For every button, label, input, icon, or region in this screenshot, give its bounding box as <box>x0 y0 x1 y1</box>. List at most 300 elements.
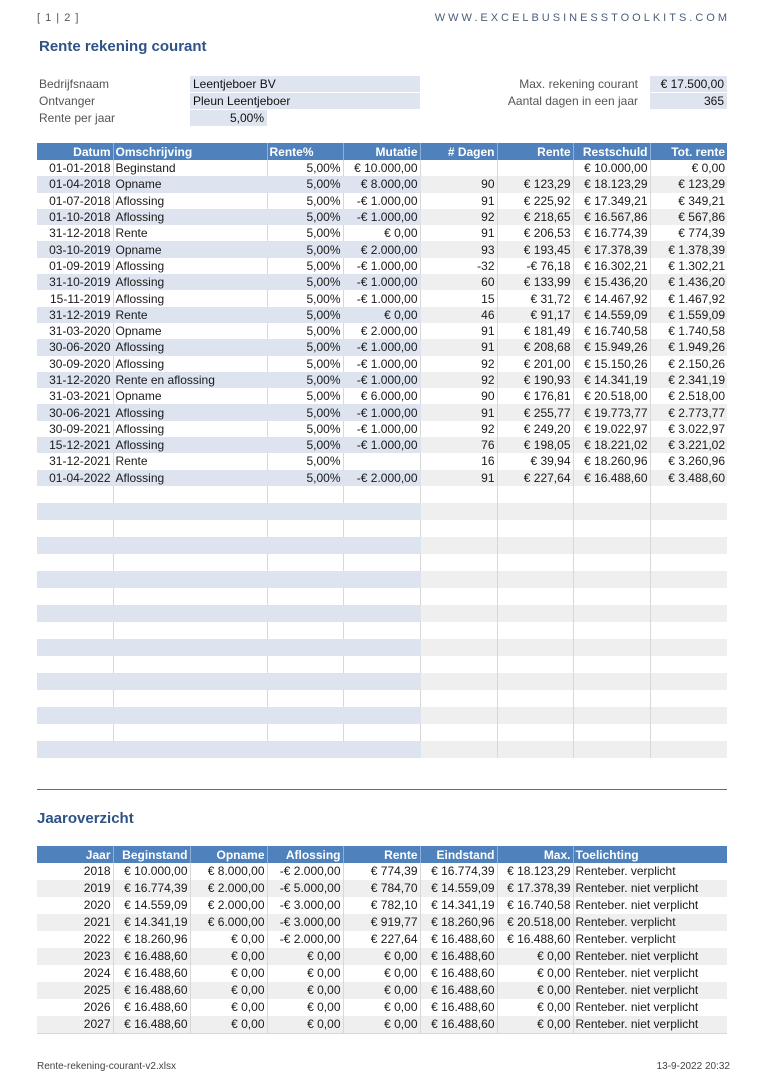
empty-cell-omschrijving[interactable] <box>113 588 267 605</box>
empty-cell-rente-pct[interactable] <box>267 605 343 622</box>
year-cell-opname: € 0,00 <box>190 948 267 965</box>
empty-cell-omschrijving[interactable] <box>113 690 267 707</box>
cell-omschrijving[interactable]: Aflossing <box>113 339 267 355</box>
cell-rente-pct[interactable]: 5,00% <box>267 356 343 372</box>
cell-omschrijving[interactable]: Aflossing <box>113 470 267 486</box>
empty-cell-dagen <box>420 537 497 554</box>
year-row <box>37 880 727 897</box>
col-header-restschuld[interactable]: Restschuld <box>573 143 650 160</box>
max-field[interactable]: € 17.500,00 <box>650 76 727 92</box>
cell-rente-pct[interactable]: 5,00% <box>267 372 343 388</box>
cell-datum[interactable]: 31-10-2019 <box>37 274 113 290</box>
empty-cell-omschrijving[interactable] <box>113 554 267 571</box>
empty-cell-rente-pct[interactable] <box>267 622 343 639</box>
col-header-omschrijving[interactable]: Omschrijving <box>113 143 267 160</box>
empty-table-row <box>37 486 727 503</box>
empty-cell-datum[interactable] <box>37 639 113 656</box>
cell-datum[interactable]: 01-04-2022 <box>37 470 113 486</box>
cell-rente-pct[interactable]: 5,00% <box>267 176 343 192</box>
transactions-table <box>37 143 727 758</box>
empty-cell-datum[interactable] <box>37 605 113 622</box>
cell-restschuld: € 19.022,97 <box>573 421 650 437</box>
cell-rente: € 198,05 <box>497 437 573 453</box>
empty-cell-omschrijving[interactable] <box>113 639 267 656</box>
year-cell-beginstand: € 16.774,39 <box>113 880 190 897</box>
empty-cell-mutatie[interactable] <box>343 554 420 571</box>
cell-rente: € 91,17 <box>497 307 573 323</box>
cell-mutatie[interactable]: -€ 1.000,00 <box>343 339 420 355</box>
empty-cell-mutatie[interactable] <box>343 639 420 656</box>
empty-table-row <box>37 656 727 673</box>
empty-cell-rente-pct[interactable] <box>267 537 343 554</box>
year-row <box>37 948 727 965</box>
empty-cell-dagen <box>420 554 497 571</box>
empty-cell-datum[interactable] <box>37 571 113 588</box>
empty-table-row <box>37 571 727 588</box>
year-cell-aflossing: € 0,00 <box>267 965 343 982</box>
cell-omschrijving[interactable]: Opname <box>113 323 267 339</box>
cell-rente: € 225,92 <box>497 193 573 209</box>
empty-cell-rente <box>497 741 573 758</box>
cell-tot-rente: € 0,00 <box>650 160 727 176</box>
cell-omschrijving[interactable]: Beginstand <box>113 160 267 176</box>
col-header-dagen[interactable]: # Dagen <box>420 143 497 160</box>
empty-cell-omschrijving[interactable] <box>113 741 267 758</box>
year-cell-toelichting: Renteber. niet verplicht <box>573 1016 727 1034</box>
year-cell-opname: € 2.000,00 <box>190 897 267 914</box>
cell-restschuld: € 10.000,00 <box>573 160 650 176</box>
year-cell-eindstand: € 16.488,60 <box>420 982 497 999</box>
page-title: Rente rekening courant <box>39 38 207 55</box>
cell-dagen: 91 <box>420 404 497 420</box>
year-cell-opname: € 0,00 <box>190 965 267 982</box>
cell-rente-pct[interactable]: 5,00% <box>267 241 343 257</box>
empty-cell-rente-pct[interactable] <box>267 656 343 673</box>
recipient-field[interactable]: Pleun Leentjeboer <box>190 93 420 109</box>
year-cell-aflossing: € 0,00 <box>267 1016 343 1034</box>
year-cell-rente: € 784,70 <box>343 880 420 897</box>
cell-rente-pct[interactable]: 5,00% <box>267 258 343 274</box>
empty-cell-tot-rente <box>650 724 727 741</box>
cell-restschuld: € 18.221,02 <box>573 437 650 453</box>
cell-datum[interactable]: 31-03-2021 <box>37 388 113 404</box>
cell-rente-pct[interactable]: 5,00% <box>267 453 343 469</box>
cell-rente: € 206,53 <box>497 225 573 241</box>
table-row <box>37 176 727 192</box>
empty-cell-mutatie[interactable] <box>343 537 420 554</box>
cell-datum[interactable]: 03-10-2019 <box>37 241 113 257</box>
year-cell-rente: € 774,39 <box>343 863 420 880</box>
empty-table-row <box>37 554 727 571</box>
empty-cell-datum[interactable] <box>37 622 113 639</box>
cell-mutatie[interactable]: € 2.000,00 <box>343 323 420 339</box>
cell-rente: € 190,93 <box>497 372 573 388</box>
col-header-rente-pct[interactable]: Rente% <box>267 143 343 160</box>
cell-rente-pct[interactable]: 5,00% <box>267 323 343 339</box>
cell-omschrijving[interactable]: Aflossing <box>113 193 267 209</box>
year-cell-aflossing: € 0,00 <box>267 999 343 1016</box>
cell-dagen: 91 <box>420 225 497 241</box>
empty-cell-rente <box>497 554 573 571</box>
cell-mutatie[interactable]: -€ 2.000,00 <box>343 470 420 486</box>
empty-cell-mutatie[interactable] <box>343 690 420 707</box>
cell-omschrijving[interactable]: Opname <box>113 241 267 257</box>
empty-cell-datum[interactable] <box>37 503 113 520</box>
cell-omschrijving[interactable]: Aflossing <box>113 209 267 225</box>
empty-cell-datum[interactable] <box>37 724 113 741</box>
cell-rente-pct[interactable]: 5,00% <box>267 404 343 420</box>
year-cell-rente: € 782,10 <box>343 897 420 914</box>
cell-mutatie[interactable]: -€ 1.000,00 <box>343 258 420 274</box>
cell-mutatie[interactable]: -€ 1.000,00 <box>343 193 420 209</box>
cell-mutatie[interactable]: -€ 1.000,00 <box>343 356 420 372</box>
cell-datum[interactable]: 01-01-2018 <box>37 160 113 176</box>
table-row <box>37 209 727 225</box>
empty-cell-rente-pct[interactable] <box>267 520 343 537</box>
cell-datum[interactable]: 15-12-2021 <box>37 437 113 453</box>
cell-datum[interactable]: 31-12-2020 <box>37 372 113 388</box>
year-row <box>37 897 727 914</box>
cell-rente-pct[interactable]: 5,00% <box>267 225 343 241</box>
empty-cell-rente-pct[interactable] <box>267 571 343 588</box>
table-row <box>37 160 727 176</box>
cell-datum[interactable]: 30-06-2021 <box>37 404 113 420</box>
empty-cell-tot-rente <box>650 741 727 758</box>
company-field[interactable]: Leentjeboer BV <box>190 76 420 92</box>
empty-cell-mutatie[interactable] <box>343 503 420 520</box>
cell-tot-rente: € 2.773,77 <box>650 404 727 420</box>
cell-mutatie[interactable]: € 10.000,00 <box>343 160 420 176</box>
cell-dagen: 15 <box>420 290 497 306</box>
cell-mutatie[interactable]: -€ 1.000,00 <box>343 290 420 306</box>
cell-mutatie[interactable]: -€ 1.000,00 <box>343 209 420 225</box>
empty-cell-datum[interactable] <box>37 588 113 605</box>
empty-cell-mutatie[interactable] <box>343 741 420 758</box>
year-cell-jaar: 2025 <box>37 982 113 999</box>
empty-cell-rente-pct[interactable] <box>267 639 343 656</box>
cell-mutatie[interactable]: -€ 1.000,00 <box>343 372 420 388</box>
cell-rente-pct[interactable]: 5,00% <box>267 470 343 486</box>
empty-cell-tot-rente <box>650 503 727 520</box>
year-cell-jaar: 2020 <box>37 897 113 914</box>
year-col-header-beginstand[interactable]: Beginstand <box>113 846 190 863</box>
cell-rente-pct[interactable]: 5,00% <box>267 307 343 323</box>
empty-cell-omschrijving[interactable] <box>113 605 267 622</box>
empty-cell-tot-rente <box>650 622 727 639</box>
empty-cell-tot-rente <box>650 520 727 537</box>
empty-cell-dagen <box>420 741 497 758</box>
year-row <box>37 931 727 948</box>
table-row <box>37 241 727 257</box>
year-cell-toelichting: Renteber. niet verplicht <box>573 982 727 999</box>
empty-cell-rente-pct[interactable] <box>267 486 343 503</box>
year-cell-rente: € 0,00 <box>343 1016 420 1034</box>
cell-rente-pct[interactable]: 5,00% <box>267 421 343 437</box>
cell-mutatie[interactable]: -€ 1.000,00 <box>343 404 420 420</box>
year-overview-table <box>37 846 727 1034</box>
empty-cell-datum[interactable] <box>37 707 113 724</box>
cell-rente: € 181,49 <box>497 323 573 339</box>
year-cell-rente: € 919,77 <box>343 914 420 931</box>
table-row <box>37 323 727 339</box>
empty-cell-mutatie[interactable] <box>343 673 420 690</box>
empty-cell-dagen <box>420 690 497 707</box>
cell-rente-pct[interactable]: 5,00% <box>267 209 343 225</box>
empty-cell-mutatie[interactable] <box>343 571 420 588</box>
year-col-header-jaar[interactable]: Jaar <box>37 846 113 863</box>
cell-tot-rente: € 774,39 <box>650 225 727 241</box>
table-row <box>37 193 727 209</box>
cell-omschrijving[interactable]: Rente en aflossing <box>113 372 267 388</box>
cell-rente: -€ 76,18 <box>497 258 573 274</box>
cell-omschrijving[interactable]: Opname <box>113 388 267 404</box>
cell-rente-pct[interactable]: 5,00% <box>267 193 343 209</box>
cell-rente: € 31,72 <box>497 290 573 306</box>
empty-table-row <box>37 520 727 537</box>
cell-omschrijving[interactable]: Aflossing <box>113 258 267 274</box>
empty-cell-datum[interactable] <box>37 486 113 503</box>
cell-tot-rente: € 3.022,97 <box>650 421 727 437</box>
cell-tot-rente: € 2.150,26 <box>650 356 727 372</box>
empty-cell-mutatie[interactable] <box>343 656 420 673</box>
cell-rente: € 208,68 <box>497 339 573 355</box>
cell-datum[interactable]: 30-06-2020 <box>37 339 113 355</box>
cell-datum[interactable]: 01-07-2018 <box>37 193 113 209</box>
cell-datum[interactable]: 31-12-2021 <box>37 453 113 469</box>
empty-cell-omschrijving[interactable] <box>113 520 267 537</box>
cell-datum[interactable]: 30-09-2020 <box>37 356 113 372</box>
cell-restschuld: € 14.467,92 <box>573 290 650 306</box>
empty-cell-mutatie[interactable] <box>343 707 420 724</box>
empty-cell-mutatie[interactable] <box>343 622 420 639</box>
cell-mutatie[interactable]: -€ 1.000,00 <box>343 421 420 437</box>
year-cell-max: € 17.378,39 <box>497 880 573 897</box>
cell-omschrijving[interactable]: Opname <box>113 176 267 192</box>
year-col-header-eindstand[interactable]: Eindstand <box>420 846 497 863</box>
rate-label: Rente per jaar <box>39 111 116 125</box>
empty-cell-rente <box>497 622 573 639</box>
year-cell-rente: € 0,00 <box>343 948 420 965</box>
empty-cell-rente-pct[interactable] <box>267 503 343 520</box>
cell-mutatie[interactable]: € 6.000,00 <box>343 388 420 404</box>
year-cell-beginstand: € 18.260,96 <box>113 931 190 948</box>
empty-cell-omschrijving[interactable] <box>113 707 267 724</box>
cell-dagen: 91 <box>420 323 497 339</box>
year-cell-aflossing: € 0,00 <box>267 982 343 999</box>
cell-tot-rente: € 1.740,58 <box>650 323 727 339</box>
year-cell-aflossing: € 0,00 <box>267 948 343 965</box>
empty-cell-datum[interactable] <box>37 690 113 707</box>
col-header-datum[interactable]: Datum <box>37 143 113 160</box>
cell-omschrijving[interactable]: Aflossing <box>113 421 267 437</box>
cell-restschuld: € 16.740,58 <box>573 323 650 339</box>
empty-cell-rente-pct[interactable] <box>267 673 343 690</box>
cell-dagen: 92 <box>420 209 497 225</box>
cell-rente-pct[interactable]: 5,00% <box>267 160 343 176</box>
cell-datum[interactable]: 31-03-2020 <box>37 323 113 339</box>
year-cell-beginstand: € 16.488,60 <box>113 965 190 982</box>
cell-tot-rente: € 2.341,19 <box>650 372 727 388</box>
empty-cell-mutatie[interactable] <box>343 588 420 605</box>
empty-cell-omschrijving[interactable] <box>113 537 267 554</box>
year-cell-eindstand: € 16.488,60 <box>420 948 497 965</box>
year-cell-max: € 0,00 <box>497 982 573 999</box>
year-cell-eindstand: € 16.488,60 <box>420 965 497 982</box>
cell-datum[interactable]: 31-12-2018 <box>37 225 113 241</box>
year-cell-eindstand: € 16.488,60 <box>420 931 497 948</box>
year-col-header-opname[interactable]: Opname <box>190 846 267 863</box>
cell-omschrijving[interactable]: Aflossing <box>113 404 267 420</box>
year-cell-aflossing: -€ 2.000,00 <box>267 931 343 948</box>
empty-cell-rente <box>497 639 573 656</box>
year-cell-jaar: 2019 <box>37 880 113 897</box>
empty-cell-datum[interactable] <box>37 520 113 537</box>
cell-datum[interactable]: 01-10-2018 <box>37 209 113 225</box>
cell-mutatie[interactable]: € 0,00 <box>343 307 420 323</box>
cell-mutatie[interactable]: -€ 1.000,00 <box>343 274 420 290</box>
empty-cell-mutatie[interactable] <box>343 520 420 537</box>
empty-cell-omschrijving[interactable] <box>113 503 267 520</box>
year-cell-max: € 16.488,60 <box>497 931 573 948</box>
year-cell-rente: € 0,00 <box>343 982 420 999</box>
year-col-header-max[interactable]: Max. <box>497 846 573 863</box>
section-divider <box>37 789 727 790</box>
empty-cell-datum[interactable] <box>37 537 113 554</box>
year-col-header-aflossing[interactable]: Aflossing <box>267 846 343 863</box>
empty-cell-mutatie[interactable] <box>343 724 420 741</box>
empty-cell-datum[interactable] <box>37 554 113 571</box>
year-cell-aflossing: -€ 5.000,00 <box>267 880 343 897</box>
cell-omschrijving[interactable]: Aflossing <box>113 437 267 453</box>
empty-cell-datum[interactable] <box>37 673 113 690</box>
empty-cell-omschrijving[interactable] <box>113 486 267 503</box>
empty-cell-tot-rente <box>650 605 727 622</box>
empty-cell-datum[interactable] <box>37 656 113 673</box>
cell-omschrijving[interactable]: Rente <box>113 225 267 241</box>
cell-omschrijving[interactable]: Aflossing <box>113 274 267 290</box>
cell-omschrijving[interactable]: Rente <box>113 307 267 323</box>
empty-cell-dagen <box>420 605 497 622</box>
table-row <box>37 356 727 372</box>
empty-cell-restschuld <box>573 554 650 571</box>
empty-cell-dagen <box>420 656 497 673</box>
empty-cell-omschrijving[interactable] <box>113 656 267 673</box>
year-overview-title: Jaaroverzicht <box>37 810 134 827</box>
empty-table-row <box>37 724 727 741</box>
col-header-tot-rente[interactable]: Tot. rente <box>650 143 727 160</box>
cell-omschrijving[interactable]: Aflossing <box>113 356 267 372</box>
empty-cell-rente-pct[interactable] <box>267 588 343 605</box>
table-row <box>37 290 727 306</box>
empty-cell-rente-pct[interactable] <box>267 741 343 758</box>
cell-rente-pct[interactable]: 5,00% <box>267 437 343 453</box>
footer-filename: Rente-rekening-courant-v2.xlsx <box>37 1061 176 1072</box>
cell-datum[interactable]: 31-12-2019 <box>37 307 113 323</box>
cell-datum[interactable]: 01-04-2018 <box>37 176 113 192</box>
cell-mutatie[interactable]: € 0,00 <box>343 225 420 241</box>
cell-mutatie[interactable]: € 8.000,00 <box>343 176 420 192</box>
max-label: Max. rekening courant <box>519 77 638 91</box>
cell-mutatie[interactable] <box>343 453 420 469</box>
year-row <box>37 965 727 982</box>
empty-cell-datum[interactable] <box>37 741 113 758</box>
cell-dagen: 92 <box>420 372 497 388</box>
cell-tot-rente: € 349,21 <box>650 193 727 209</box>
year-cell-aflossing: -€ 3.000,00 <box>267 897 343 914</box>
empty-cell-mutatie[interactable] <box>343 486 420 503</box>
cell-rente: € 249,20 <box>497 421 573 437</box>
empty-cell-restschuld <box>573 656 650 673</box>
cell-rente-pct[interactable]: 5,00% <box>267 388 343 404</box>
cell-omschrijving[interactable]: Rente <box>113 453 267 469</box>
empty-cell-restschuld <box>573 639 650 656</box>
col-header-rente[interactable]: Rente <box>497 143 573 160</box>
empty-cell-rente-pct[interactable] <box>267 707 343 724</box>
empty-cell-rente-pct[interactable] <box>267 554 343 571</box>
empty-cell-rente <box>497 486 573 503</box>
year-col-header-toelichting[interactable]: Toelichting <box>573 846 727 863</box>
cell-datum[interactable]: 01-09-2019 <box>37 258 113 274</box>
table-row <box>37 372 727 388</box>
year-row <box>37 1016 727 1034</box>
table-row <box>37 437 727 453</box>
cell-dagen: 76 <box>420 437 497 453</box>
empty-cell-rente-pct[interactable] <box>267 724 343 741</box>
cell-rente-pct[interactable]: 5,00% <box>267 339 343 355</box>
cell-restschuld: € 17.378,39 <box>573 241 650 257</box>
year-col-header-rente[interactable]: Rente <box>343 846 420 863</box>
cell-mutatie[interactable]: € 2.000,00 <box>343 241 420 257</box>
cell-datum[interactable]: 15-11-2019 <box>37 290 113 306</box>
table-row <box>37 339 727 355</box>
empty-cell-rente-pct[interactable] <box>267 690 343 707</box>
cell-mutatie[interactable]: -€ 1.000,00 <box>343 437 420 453</box>
year-cell-aflossing: -€ 2.000,00 <box>267 863 343 880</box>
page-indicator: [ 1 | 2 ] <box>37 12 80 24</box>
empty-cell-omschrijving[interactable] <box>113 673 267 690</box>
empty-cell-omschrijving[interactable] <box>113 571 267 588</box>
cell-datum[interactable]: 30-09-2021 <box>37 421 113 437</box>
cell-dagen: 60 <box>420 274 497 290</box>
col-header-mutatie[interactable]: Mutatie <box>343 143 420 160</box>
rate-field[interactable]: 5,00% <box>190 110 267 126</box>
cell-restschuld: € 15.436,20 <box>573 274 650 290</box>
cell-restschuld: € 15.949,26 <box>573 339 650 355</box>
cell-rente-pct[interactable]: 5,00% <box>267 274 343 290</box>
empty-cell-omschrijving[interactable] <box>113 724 267 741</box>
cell-rente-pct[interactable]: 5,00% <box>267 290 343 306</box>
year-cell-jaar: 2023 <box>37 948 113 965</box>
empty-cell-restschuld <box>573 673 650 690</box>
table-row <box>37 470 727 486</box>
cell-dagen: 92 <box>420 421 497 437</box>
empty-cell-tot-rente <box>650 639 727 656</box>
empty-cell-dagen <box>420 503 497 520</box>
year-cell-rente: € 227,64 <box>343 931 420 948</box>
table-row <box>37 388 727 404</box>
cell-rente: € 39,94 <box>497 453 573 469</box>
empty-cell-tot-rente <box>650 486 727 503</box>
cell-dagen: 91 <box>420 339 497 355</box>
cell-omschrijving[interactable]: Aflossing <box>113 290 267 306</box>
table-row <box>37 225 727 241</box>
year-cell-eindstand: € 16.774,39 <box>420 863 497 880</box>
days-field[interactable]: 365 <box>650 93 727 109</box>
empty-cell-omschrijving[interactable] <box>113 622 267 639</box>
year-cell-beginstand: € 14.341,19 <box>113 914 190 931</box>
empty-cell-mutatie[interactable] <box>343 605 420 622</box>
empty-cell-restschuld <box>573 571 650 588</box>
